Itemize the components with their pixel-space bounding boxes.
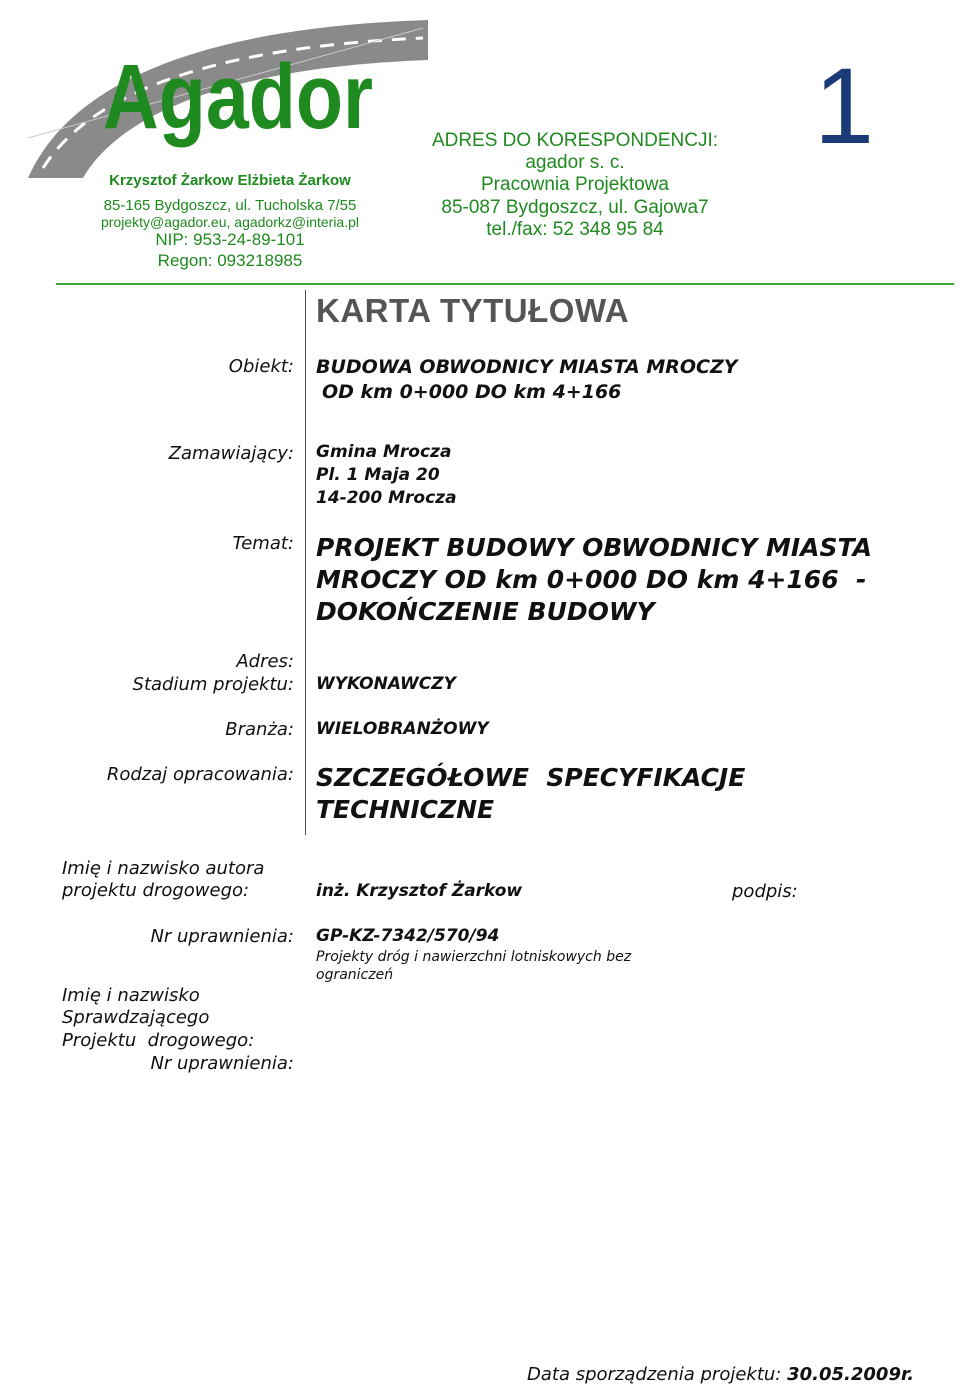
page-number: 1 [814, 45, 875, 166]
uprawnienia-desc-line2: ograniczeń [316, 967, 394, 983]
branza-label: Branża: [225, 719, 294, 740]
adres-label: Adres: [236, 651, 294, 672]
rodzaj-line2: TECHNICZNE [316, 795, 495, 824]
company-nip: NIP: 953-24-89-101 [155, 230, 305, 249]
company-logo [28, 8, 428, 178]
uprawnienia-desc-line1: Projekty dróg i nawierzchni lotniskowych bez [316, 949, 632, 965]
autor-label-line2: projektu drogowego: [62, 880, 250, 901]
nr-uprawnienia-value: GP-KZ-7342/570/94 [316, 926, 500, 946]
header-divider [56, 283, 954, 285]
correspondence-label: ADRES DO KORESPONDENCJI: [431, 130, 719, 151]
temat-line3: DOKOŃCZENIE BUDOWY [316, 597, 655, 626]
company-email: projekty@agador.eu, agadorkz@interia.pl [100, 214, 359, 230]
temat-line2: MROCZY OD km 0+000 DO km 4+166 - [316, 565, 867, 594]
zamawiajacy-line1: Gmina Mrocza [316, 442, 452, 462]
rodzaj-line1: SZCZEGÓŁOWE SPECYFIKACJE [316, 763, 746, 792]
autor-label-line1: Imię i nazwisko autora [62, 858, 265, 879]
logo-wordmark: Agador [103, 46, 373, 148]
nr-uprawnienia-label: Nr uprawnienia: [150, 926, 294, 947]
zamawiajacy-label: Zamawiający: [168, 443, 294, 464]
column-divider [305, 290, 306, 835]
sprawdzajacy-label-line1: Imię i nazwisko [62, 985, 200, 1006]
road-logo-graphic [28, 8, 428, 178]
obiekt-label: Obiekt: [228, 356, 294, 377]
branza-value: WIELOBRANŻOWY [316, 719, 489, 739]
zamawiajacy-line2: Pl. 1 Maja 20 [316, 465, 440, 485]
obiekt-value-line2: OD km 0+000 DO km 4+166 [322, 381, 622, 403]
footer [527, 1364, 914, 1385]
company-regon: Regon: 093218985 [157, 251, 303, 270]
company-address: 85-165 Bydgoszcz, ul. Tucholska 7/55 [103, 197, 357, 214]
stadium-value: WYKONAWCZY [316, 674, 456, 694]
autor-value: inż. Krzysztof Żarkow [316, 881, 523, 901]
footer-label: Data sporządzenia projektu: [527, 1364, 782, 1385]
obiekt-value-line1: BUDOWA OBWODNICY MIASTA MROCZY [316, 356, 738, 378]
sprawdzajacy-label-line2: Sprawdzającego [62, 1007, 210, 1028]
page-title: KARTA TYTUŁOWA [316, 292, 630, 329]
nr-uprawnienia2-label: Nr uprawnienia: [150, 1053, 294, 1074]
correspondence-address: 85-087 Bydgoszcz, ul. Gajowa7 [441, 197, 709, 218]
footer-date: 30.05.2009r. [787, 1364, 915, 1385]
sprawdzajacy-label-line3: Projektu drogowego: [62, 1030, 255, 1051]
correspondence-office: Pracownia Projektowa [481, 174, 669, 195]
podpis-label: podpis: [732, 881, 798, 902]
correspondence-phone: tel./fax: 52 348 95 84 [486, 219, 664, 240]
temat-line1: PROJEKT BUDOWY OBWODNICY MIASTA [316, 533, 872, 562]
rodzaj-label: Rodzaj opracowania: [106, 764, 294, 785]
stadium-label: Stadium projektu: [132, 674, 294, 695]
temat-label: Temat: [232, 533, 294, 554]
company-name: Krzysztof Żarkow Elżbieta Żarkow [109, 172, 351, 189]
zamawiajacy-line3: 14-200 Mrocza [316, 488, 457, 508]
correspondence-name: agador s. c. [525, 152, 625, 173]
